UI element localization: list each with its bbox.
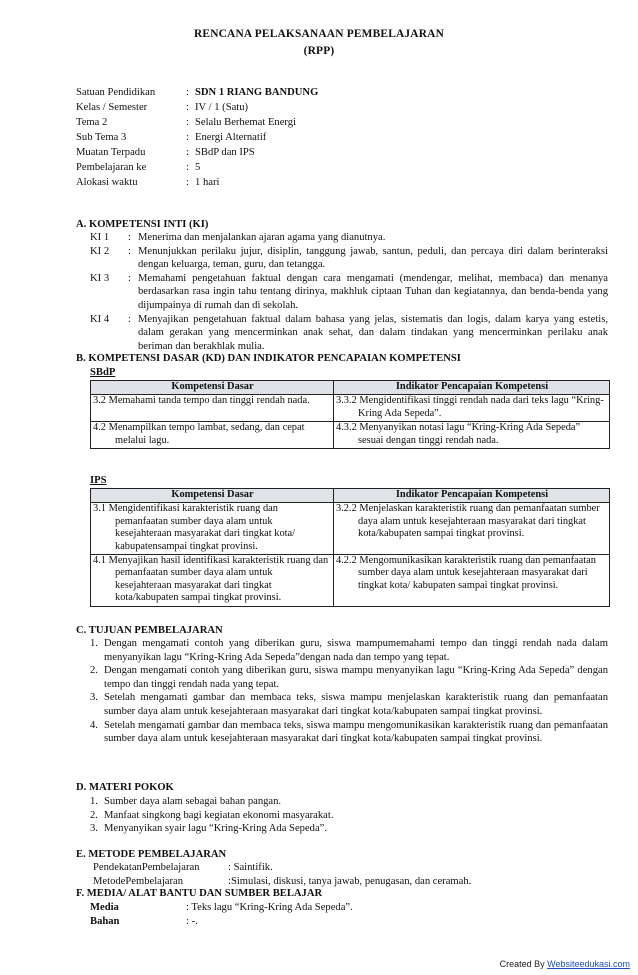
meta-label: Muatan Terpadu xyxy=(76,147,146,158)
meta-value: 1 hari xyxy=(195,177,220,188)
column-header-kd: Kompetensi Dasar xyxy=(91,489,334,503)
table-header-row xyxy=(91,381,610,395)
media-value: : -. xyxy=(186,916,198,927)
subject-sbdp: SBdP xyxy=(90,367,116,378)
document-subtitle: (RPP) xyxy=(303,45,335,57)
ki-list xyxy=(90,231,608,353)
meta-row-muatan: Muatan Terpadu : SBdP dan IPS xyxy=(76,146,318,161)
meta-value: Energi Alternatif xyxy=(195,132,267,143)
meta-value: IV / 1 (Satu) xyxy=(195,102,249,113)
meta-label: Kelas / Semester xyxy=(76,102,148,113)
media-label: Bahan xyxy=(90,916,120,927)
indicator-cell: 3.2.2 Menjelaskan karakteristik ruang dan pemanfaatan sumber daya alam untuk kesejahteraan masyarakat dari tingkat kota/kabupaten sampai tingkat provinsi. xyxy=(334,503,610,555)
meta-label: Satuan Pendidikan xyxy=(76,87,156,98)
ki-item: KI 4 : Menyajikan pengetahuan faktual dalam bahasa yang jelas, sistematis dan logis, dalam karya yang estetis, dalam gerakan yang mencerminkan anak sehat, dan dalam tindakan yang mencerminkan perilaku anak beriman dan berakhlak mulia. xyxy=(90,313,608,352)
kd-table-sbdp xyxy=(90,380,610,449)
column-header-kd: Kompetensi Dasar xyxy=(91,381,334,395)
list-item: 2. Manfaat singkong bagi kegiatan ekonomi masyarakat. xyxy=(90,809,334,821)
section-f-heading: F. MEDIA/ ALAT BANTU DAN SUMBER BELAJAR xyxy=(76,888,323,899)
media-value: : Teks lagu “Kring-Kring Ada Sepeda”. xyxy=(186,902,353,913)
list-item: 1. Sumber daya alam sebagai bahan pangan. xyxy=(90,796,282,807)
meta-row-kelas: Kelas / Semester : IV / 1 (Satu) xyxy=(76,101,318,116)
method-label: PendekatanPembelajaran xyxy=(93,862,200,873)
meta-value: 5 xyxy=(195,162,201,173)
ki-code: KI 4 xyxy=(90,313,110,325)
meta-row-alokasi: Alokasi waktu : 1 hari xyxy=(76,176,318,191)
list-item: 3. Menyanyikan syair lagu “Kring-Kring Ada Sepeda”. xyxy=(90,823,327,835)
meta-value: SDN 1 RIANG BANDUNG xyxy=(195,87,319,98)
indicator-cell: 3.3.2 Mengidentifikasi tinggi rendah nada dari teks lagu “Kring-Kring Ada Sepeda”. xyxy=(334,395,610,422)
table-row xyxy=(91,555,610,607)
ki-text: Menerima dan menjalankan ajaran agama yang dianutnya. xyxy=(138,232,386,243)
list-item: 2. Dengan mengamati contoh yang diberikan guru, siswa mampu menyanyikan lagu “Kring-Kring Ada Sepeda” dengan tempo dan tinggi rendah nada yang tepat. xyxy=(90,665,608,690)
indicator-cell: 4.3.2 Menyanyikan notasi lagu “Kring-Kring Ada Sepeda” sesuai dengan tinggi rendah nada. xyxy=(334,422,610,449)
method-value: :Simulasi, diskusi, tanya jawab, penugasan, dan ceramah. xyxy=(228,876,472,887)
meta-label: Alokasi waktu xyxy=(76,177,138,188)
list-item: 1. Dengan mengamati contoh yang diberikan guru, siswa mampumemahami tempo dan tinggi rendah nada dalam menyanyikan lagu “Kring-Kring Ada Sepeda”dengan nada dan tempo yang tepat. xyxy=(90,638,608,663)
media-label: Media xyxy=(90,902,119,913)
ki-item: KI 3 : Memahami pengetahuan faktual dengan cara mengamati (mendengar, melihat, membaca) dan menanya berdasarkan rasa ingin tahu tentang dirinya, makhluk ciptaan Tuhan dan kegiatannya, dan benda-benda yang dijumpainya di rumah dan di sekolah. xyxy=(90,272,608,311)
meta-label: Sub Tema 3 xyxy=(76,132,127,143)
meta-label: Tema 2 xyxy=(76,117,108,128)
column-header-indikator: Indikator Pencapaian Kompetensi xyxy=(334,489,610,503)
indicator-cell: 4.2.2 Mengomunikasikan karakteristik ruang dan pemanfaatan sumber daya alam untuk kesejahteraan masyarakat dari tingkat kota/ kabupaten sampai tingkat provinsi. xyxy=(334,555,610,607)
section-b-heading: B. KOMPETENSI DASAR (KD) DAN INDIKATOR PENCAPAIAN KOMPETENSI xyxy=(76,353,461,364)
media-row xyxy=(90,915,353,929)
method-value: : Saintifik. xyxy=(228,862,273,873)
table-row xyxy=(91,395,610,422)
materials-list xyxy=(90,795,608,836)
method-row xyxy=(93,861,471,875)
footer-link[interactable]: Websiteedukasi.com xyxy=(547,959,630,969)
ki-item: KI 1 : Menerima dan menjalankan ajaran agama yang dianutnya. xyxy=(90,231,608,245)
meta-value: SBdP dan IPS xyxy=(195,147,255,158)
table-row xyxy=(91,503,610,555)
ki-text: Menunjukkan perilaku jujur, disiplin, tanggung jawab, santun, peduli, dan percaya diri dalam berinteraksi dengan keluarga, teman, guru, dan tetangga. xyxy=(138,245,608,271)
list-item: 3. Setelah mengamati gambar dan membaca teks, siswa mampu menjelaskan karakteristik ruang dan pemanfaatan sumber daya alam untuk kesejahteraan masyarakat dari tingkat kota/kabupaten sampai tingkat provinsi. xyxy=(90,692,608,717)
meta-row-subtema: Sub Tema 3 : Energi Alternatif xyxy=(76,131,318,146)
list-item: 4. Setelah mengamati gambar dan membaca teks, siswa mampu mengomunikasikan karakteristik ruang dan pemanfaatan sumber daya alam untuk kesejahteraan masyarakat dari tingkat kota/kabupaten sampai tingkat provinsi. xyxy=(90,719,608,745)
meta-row-pembelajaran: Pembelajaran ke : 5 xyxy=(76,161,318,176)
meta-label: Pembelajaran ke xyxy=(76,162,147,173)
identity-block xyxy=(76,86,318,191)
objectives-list xyxy=(90,637,608,746)
ki-text: Memahami pengetahuan faktual dengan cara mengamati (mendengar, melihat, membaca) dan menanya berdasarkan rasa ingin tahu tentang dirinya, makhluk ciptaan Tuhan dan kegiatannya, dan benda-benda yang dijumpainya di rumah dan di sekolah. xyxy=(138,272,608,311)
ki-code: KI 3 xyxy=(90,272,110,284)
section-e-heading: E. METODE PEMBELAJARAN xyxy=(76,849,227,860)
section-d-heading: D. MATERI POKOK xyxy=(76,782,174,793)
media-block xyxy=(90,901,353,929)
footer-credit xyxy=(500,958,630,972)
method-label: MetodePembelajaran xyxy=(93,876,184,887)
ki-text: Menyajikan pengetahuan faktual dalam bahasa yang jelas, sistematis dan logis, dalam karya yang estetis, dalam gerakan yang mencerminkan anak sehat, dan dalam tindakan yang mencerminkan perilaku anak beriman dan berakhlak mulia. xyxy=(138,313,608,352)
document-title: RENCANA PELAKSANAAN PEMBELAJARAN xyxy=(193,28,445,40)
meta-row-tema: Tema 2 : Selalu Berhemat Energi xyxy=(76,116,318,131)
column-header-indikator: Indikator Pencapaian Kompetensi xyxy=(334,381,610,395)
section-a-heading: A. KOMPETENSI INTI (KI) xyxy=(76,219,209,230)
subject-ips: IPS xyxy=(90,475,107,486)
footer-prefix: Created By xyxy=(499,959,548,969)
kd-cell: 3.1 Mengidentifikasi karakteristik ruang dan pemanfaatan sumber daya alam untuk kesejahteraan masyarakat dari tingkat kota/ kabupatensampai tingkat provinsi. xyxy=(91,503,334,555)
ki-item: KI 2 : Menunjukkan perilaku jujur, disiplin, tanggung jawab, santun, peduli, dan percaya diri dalam berinteraksi dengan keluarga, teman, guru, dan tetangga. xyxy=(90,245,608,271)
table-header-row xyxy=(91,489,610,503)
section-c-heading: C. TUJUAN PEMBELAJARAN xyxy=(76,625,223,636)
kd-table-ips xyxy=(90,488,610,607)
media-row xyxy=(90,901,353,915)
kd-cell: 4.2 Menampilkan tempo lambat, sedang, dan cepat melalui lagu. xyxy=(91,422,334,449)
ki-code: KI 2 xyxy=(90,245,110,257)
meta-value: Selalu Berhemat Energi xyxy=(195,117,297,128)
kd-cell: 4.1 Menyajikan hasil identifikasi karakteristik ruang dan pemanfaatan sumber daya alam untuk kesejahteraan masyarakat dari tingkat kota/kabupaten sampai tingkat provinsi. xyxy=(91,555,334,607)
method-block xyxy=(93,861,471,889)
kd-cell: 3.2 Memahami tanda tempo dan tinggi rendah nada. xyxy=(91,395,334,422)
meta-row-satuan: Satuan Pendidikan : SDN 1 RIANG BANDUNG xyxy=(76,86,318,101)
ki-code: KI 1 xyxy=(90,232,110,243)
table-row xyxy=(91,422,610,449)
